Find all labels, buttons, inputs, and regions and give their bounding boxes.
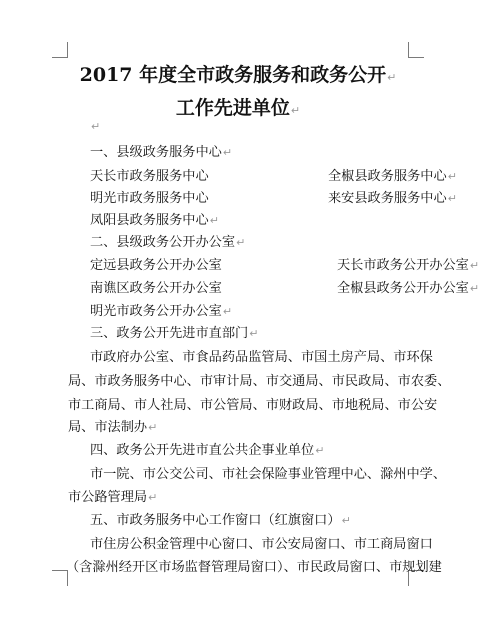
title-line-2-text: 工作先进单位: [175, 97, 290, 119]
section-3-body-line-3: [68, 396, 438, 416]
body-text: 市一院、市公交公司、市社会保险事业管理中心、滁州中学、: [90, 467, 447, 482]
section-1-row-1: [90, 167, 457, 187]
paragraph-mark-icon: ↵: [290, 104, 301, 117]
paragraph-mark-icon: ↵: [315, 444, 325, 457]
section-heading-text: 四、政务公开先进市直公共企事业单位: [90, 443, 315, 458]
section-3-body-line-4: [68, 418, 157, 438]
paragraph-mark-icon: ↵: [387, 71, 397, 84]
section-2-row-1: [90, 256, 479, 276]
list-item: 全椒县政务服务中心↵: [328, 169, 457, 184]
section-1-row-2: [90, 189, 457, 209]
list-item: 天长市政务服务中心: [90, 169, 209, 184]
paragraph-mark-icon: ↵: [222, 146, 233, 159]
section-heading-text: 二、县级政务公开办公室: [90, 235, 236, 250]
section-heading-text: 三、政务公开先进市直部门: [90, 326, 249, 341]
section-3-body-line-1: [90, 348, 433, 368]
empty-paragraph: [90, 117, 100, 137]
list-item: 天长市政务公开办公室↵: [337, 258, 479, 273]
body-text: 市住房公积金管理中心窗口、市公安局窗口、市工商局窗口: [90, 537, 433, 552]
paragraph-mark-icon: ↵: [447, 170, 457, 183]
paragraph-mark-icon: ↵: [236, 236, 246, 249]
body-text: 市公路管理局: [68, 490, 148, 505]
paragraph-mark-icon: ↵: [469, 259, 479, 272]
paragraph-mark-icon: ↵: [148, 491, 158, 504]
section-4-body-line-2: [68, 488, 157, 508]
section-5-body-line-2: [66, 558, 442, 578]
paragraph-mark-icon: ↵: [209, 214, 219, 227]
list-item: 明光市政务公开办公室: [90, 304, 222, 319]
list-item: 明光市政务服务中心: [90, 191, 209, 206]
section-5-body-line-1: [90, 535, 433, 555]
paragraph-mark-icon: ↵: [341, 514, 351, 527]
section-3-body-line-2: [68, 372, 451, 392]
section-4-body-line-1: [90, 465, 447, 485]
body-text: 局、市政务服务中心、市审计局、市交通局、市民政局、市农委、: [68, 374, 451, 389]
list-item: 南谯区政务公开办公室: [90, 281, 222, 296]
paragraph-mark-icon: ↵: [447, 192, 457, 205]
body-text: （含滁州经开区市场监督管理局窗口）、市民政局窗口、市规划建: [66, 560, 442, 575]
list-item: 来安县政务服务中心↵: [328, 191, 457, 206]
paragraph-mark-icon: ↵: [249, 327, 259, 340]
section-5-heading: [90, 511, 351, 531]
section-2-row-2: [90, 279, 479, 299]
list-item: 全椒县政务公开办公室↵: [337, 281, 479, 296]
paragraph-mark-icon: ↵: [91, 120, 101, 133]
section-1-row-3: [90, 211, 219, 231]
body-text: 市工商局、市人社局、市公管局、市财政局、市地税局、市公安: [68, 398, 438, 413]
list-item: 定远县政务公开办公室: [90, 258, 222, 273]
document-title-line-2: [0, 93, 476, 120]
document-title-line-1: [0, 60, 476, 87]
section-heading-text: 五、市政务服务中心工作窗口（红旗窗口）: [90, 513, 341, 528]
section-3-heading: [90, 324, 258, 344]
title-line-1-text: 2017 年度全市政务服务和政务公开: [79, 64, 387, 86]
section-2-heading: [90, 233, 245, 253]
paragraph-mark-icon: ↵: [469, 282, 479, 295]
paragraph-mark-icon: ↵: [148, 421, 158, 434]
list-item: 凤阳县政务服务中心: [90, 213, 209, 228]
body-text: 局、市法制办: [68, 420, 148, 435]
section-heading-text: 一、县级政务服务中心: [90, 145, 222, 160]
body-text: 市政府办公室、市食品药品监管局、市国土房产局、市环保: [90, 350, 433, 365]
paragraph-mark-icon: ↵: [222, 305, 233, 318]
section-4-heading: [90, 441, 324, 461]
section-1-heading: [90, 143, 232, 163]
section-2-row-3: [90, 302, 232, 322]
